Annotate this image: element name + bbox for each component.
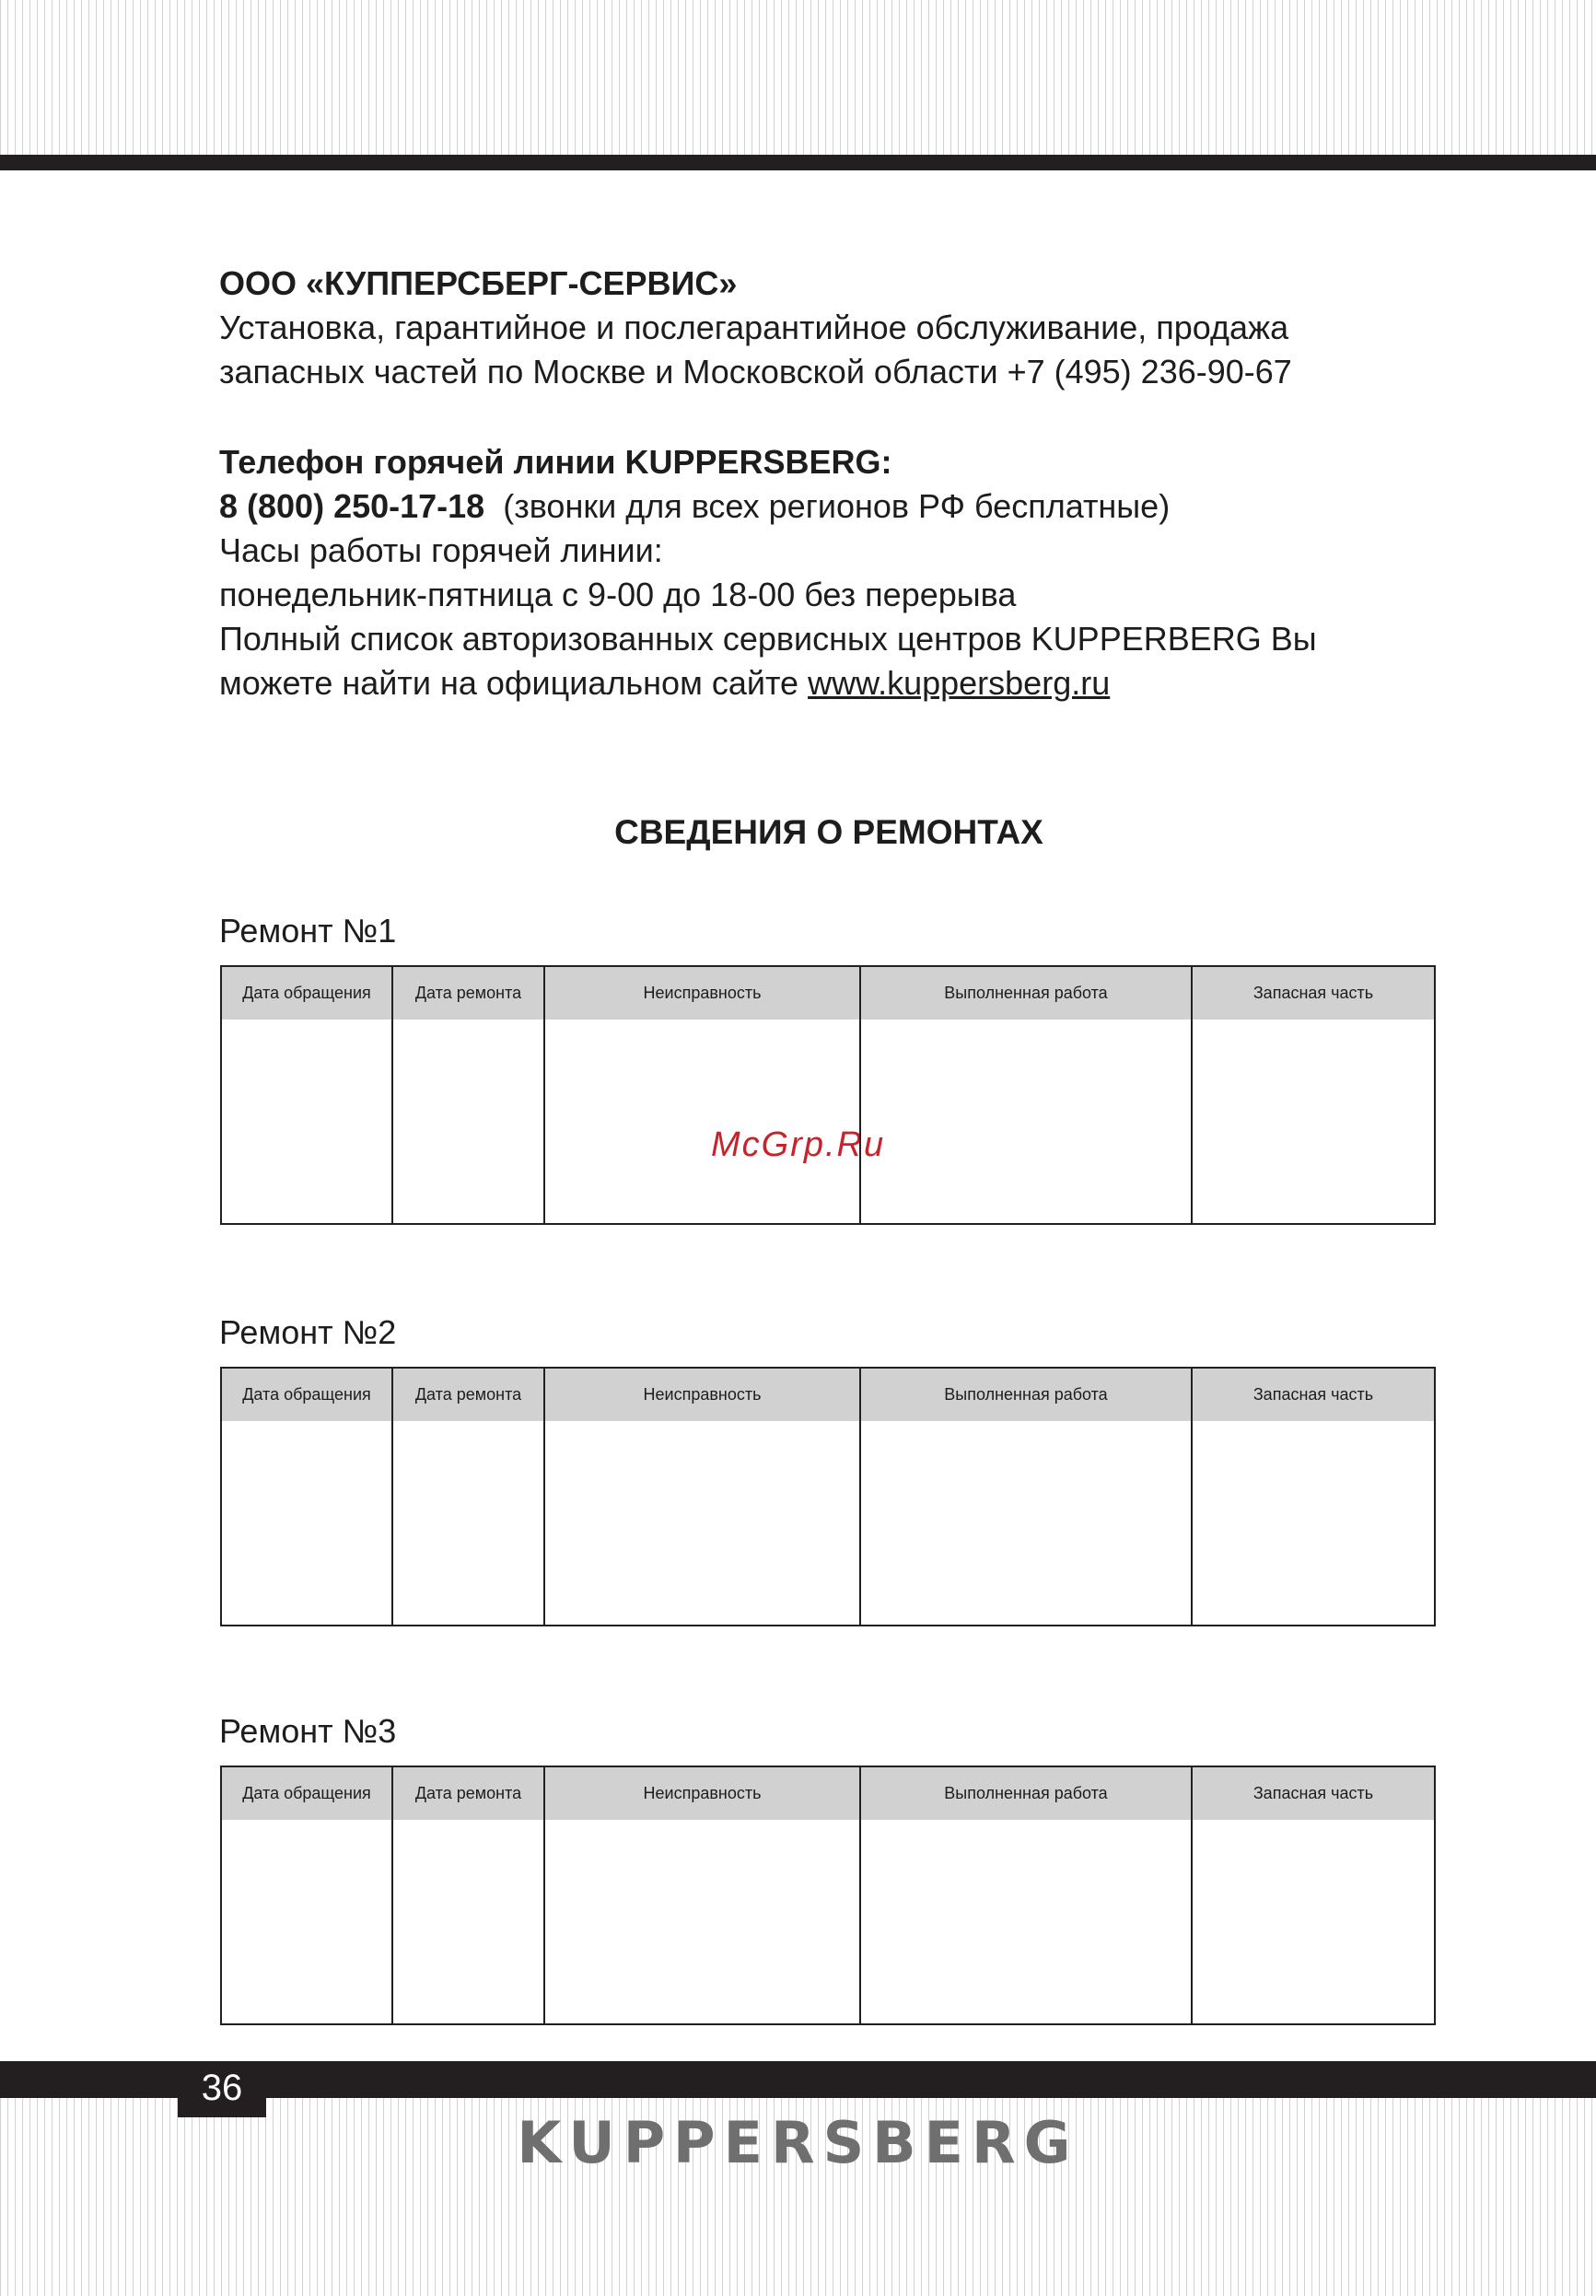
column-header: Дата обращения bbox=[221, 1368, 392, 1421]
column-header: Дата ремонта bbox=[392, 966, 544, 1020]
table-cell-empty bbox=[221, 1020, 392, 1224]
watermark: McGrp.Ru bbox=[711, 1125, 886, 1164]
column-header: Дата обращения bbox=[221, 1766, 392, 1820]
top-stripe-pattern bbox=[0, 0, 1596, 155]
repair-label-3: Ремонт №3 bbox=[219, 1712, 397, 1750]
repair-label-1: Ремонт №1 bbox=[219, 912, 397, 950]
column-header: Запасная часть bbox=[1192, 1368, 1435, 1421]
table-cell-empty bbox=[544, 1020, 860, 1224]
repair-table-2 bbox=[220, 1367, 1436, 1626]
table-cell-empty bbox=[860, 1421, 1192, 1626]
page-number: 36 bbox=[178, 2061, 266, 2117]
company-name: ООО «КУППЕРСБЕРГ-СЕРВИС» bbox=[219, 264, 738, 302]
repair-table-3 bbox=[220, 1766, 1436, 2025]
column-header: Запасная часть bbox=[1192, 966, 1435, 1020]
hotline-hours: понедельник-пятница с 9-00 до 18-00 без перерыва bbox=[219, 576, 1017, 613]
repairs-heading: СВЕДЕНИЯ О РЕМОНТАХ bbox=[614, 813, 1043, 851]
table-cell-empty bbox=[1192, 1820, 1435, 2024]
company-info bbox=[219, 262, 1453, 394]
table-cell-empty bbox=[221, 1820, 392, 2024]
table-row bbox=[221, 1421, 1435, 1626]
column-header: Выполненная работа bbox=[860, 1368, 1192, 1421]
hotline-info bbox=[219, 440, 1453, 705]
top-divider-bar bbox=[0, 155, 1596, 170]
table-cell-empty bbox=[860, 1020, 1192, 1224]
column-header: Выполненная работа bbox=[860, 966, 1192, 1020]
service-centers-line-2 bbox=[219, 661, 1453, 705]
company-description-line-1: Установка, гарантийное и послегарантийное обслуживание, продажа bbox=[219, 309, 1289, 346]
table-header-row bbox=[221, 966, 1435, 1020]
column-header: Запасная часть bbox=[1192, 1766, 1435, 1820]
column-header: Дата ремонта bbox=[392, 1766, 544, 1820]
table-row bbox=[221, 1020, 1435, 1224]
hotline-phone-note: (звонки для всех регионов РФ бесплатные) bbox=[503, 487, 1171, 525]
table-header-row bbox=[221, 1368, 1435, 1421]
column-header: Дата обращения bbox=[221, 966, 392, 1020]
repair-label-2: Ремонт №2 bbox=[219, 1313, 397, 1351]
service-centers-line-1: Полный список авторизованных сервисных центров KUPPERBERG Вы bbox=[219, 620, 1317, 658]
table-cell-empty bbox=[392, 1020, 544, 1224]
table-row bbox=[221, 1820, 1435, 2024]
column-header: Неисправность bbox=[544, 1368, 860, 1421]
column-header: Неисправность bbox=[544, 1766, 860, 1820]
table-cell-empty bbox=[221, 1421, 392, 1626]
column-header: Выполненная работа bbox=[860, 1766, 1192, 1820]
table-cell-empty bbox=[392, 1421, 544, 1626]
table-cell-empty bbox=[1192, 1020, 1435, 1224]
hotline-title: Телефон горячей линии KUPPERSBERG: bbox=[219, 443, 892, 481]
table-cell-empty bbox=[544, 1820, 860, 2024]
hotline-phone-line bbox=[219, 484, 1453, 529]
company-description-line-2: запасных частей по Москве и Московской области +7 (495) 236-90-67 bbox=[219, 353, 1292, 390]
brand-logo: KUPPERSBERG bbox=[517, 2109, 1079, 2176]
table-cell-empty bbox=[1192, 1421, 1435, 1626]
table-header-row bbox=[221, 1766, 1435, 1820]
table-cell-empty bbox=[544, 1421, 860, 1626]
repair-table-1 bbox=[220, 965, 1436, 1225]
website-link[interactable]: www.kuppersberg.ru bbox=[808, 664, 1111, 702]
service-centers-prefix: можете найти на официальном сайте bbox=[219, 664, 799, 702]
hotline-phone: 8 (800) 250-17-18 bbox=[219, 487, 485, 525]
hotline-hours-label: Часы работы горячей линии: bbox=[219, 531, 663, 569]
table-cell-empty bbox=[860, 1820, 1192, 2024]
table-cell-empty bbox=[392, 1820, 544, 2024]
column-header: Дата ремонта bbox=[392, 1368, 544, 1421]
column-header: Неисправность bbox=[544, 966, 860, 1020]
